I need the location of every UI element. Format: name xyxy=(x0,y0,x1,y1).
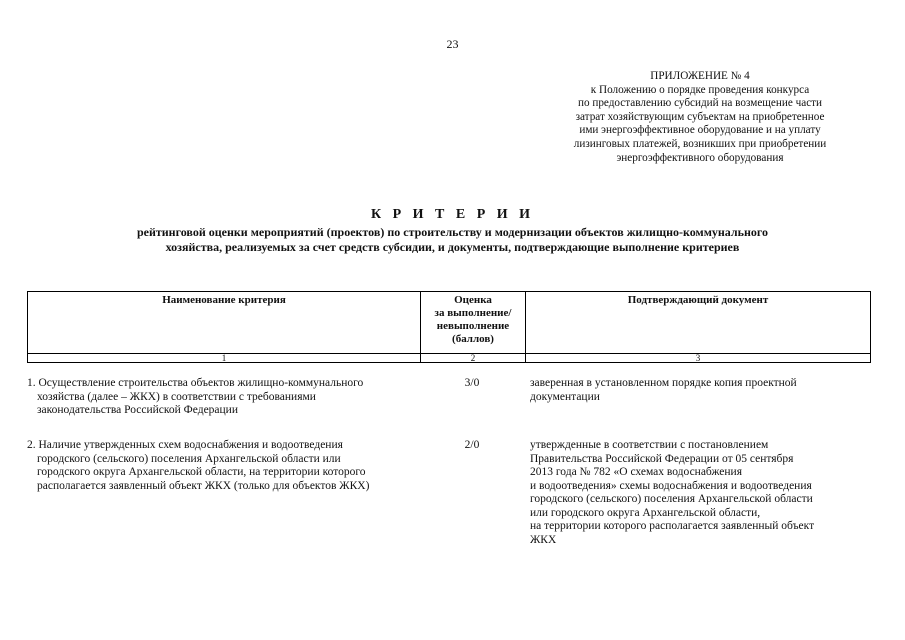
subtitle-line: рейтинговой оценки мероприятий (проектов) по строительству и модернизации объектов жилищно-коммунального xyxy=(136,225,769,239)
header-document: Подтверждающий документ xyxy=(627,294,769,306)
header-score-line: (баллов) xyxy=(452,333,494,345)
document-cell xyxy=(530,377,870,404)
table-header xyxy=(27,291,871,363)
document-line: утвержденные в соответствии с постановлением xyxy=(530,439,769,451)
header-score-line: Оценка xyxy=(454,294,492,306)
document-title: К Р И Т Е Р И И xyxy=(370,207,535,222)
document-line: документации xyxy=(530,390,600,403)
criterion-line: 1. Осуществление строительства объектов жилищно-коммунального xyxy=(27,377,364,389)
document-line: или городского округа Архангельской области, xyxy=(530,506,761,519)
header-score-line: за выполнение/ xyxy=(434,307,512,319)
column-number: 1 xyxy=(221,353,227,363)
column-number: 2 xyxy=(470,353,476,363)
document-line: городского (сельского) поселения Архангельской области xyxy=(530,493,813,505)
score-cell: 2/0 xyxy=(464,439,480,451)
criterion-line: городского округа Архангельской области, на территории которого xyxy=(37,466,366,478)
criterion-cell xyxy=(27,439,427,493)
appendix-line: лизинговых платежей, возникших при приобретении xyxy=(573,137,827,150)
document-subtitle xyxy=(40,225,865,255)
criterion-line: располагается заявленный объект ЖКХ (только для объектов ЖКХ) xyxy=(37,479,370,492)
criterion-line: 2. Наличие утвержденных схем водоснабжения и водоотведения xyxy=(27,439,343,451)
document-line: на территории которого располагается заявленный объект xyxy=(530,520,815,532)
criterion-cell xyxy=(27,377,427,418)
document-cell xyxy=(530,439,870,547)
appendix-line: к Положению о порядке проведения конкурса xyxy=(590,83,810,96)
appendix-block xyxy=(530,70,870,165)
document-line: ЖКХ xyxy=(530,533,557,546)
appendix-line: энергоэффективного оборудования xyxy=(616,151,784,164)
criterion-line: хозяйства (далее – ЖКХ) в соответствии с требованиями xyxy=(37,390,316,403)
appendix-line: ими энергоэффективное оборудование и на уплату xyxy=(579,124,821,137)
document-line: заверенная в установленном порядке копия проектной xyxy=(530,377,797,389)
criterion-line: городского (сельского) поселения Архангельской области или xyxy=(37,452,341,465)
criteria-table xyxy=(27,291,871,546)
column-number: 3 xyxy=(695,353,701,363)
document-line: 2013 года № 782 «О схемах водоснабжения xyxy=(530,466,742,478)
appendix-line: затрат хозяйствующим субъектам на приобретенное xyxy=(575,110,825,123)
score-cell: 3/0 xyxy=(464,377,480,389)
criterion-line: законодательства Российской Федерации xyxy=(37,404,238,416)
header-criterion: Наименование критерия xyxy=(162,294,286,306)
header-score xyxy=(421,294,525,346)
appendix-line: по предоставлению субсидий на возмещение части xyxy=(577,97,823,110)
subtitle-line: хозяйства, реализуемых за счет средств субсидии, и документы, подтверждающие выполнение критериев xyxy=(165,240,740,254)
page-number: 23 xyxy=(446,37,459,51)
document-line: и водоотведения» схемы водоснабжения и водоотведения xyxy=(530,479,812,492)
appendix-title: ПРИЛОЖЕНИЕ № 4 xyxy=(650,70,750,82)
document-line: Правительства Российской Федерации от 05 сентября xyxy=(530,452,794,465)
header-score-line: невыполнение xyxy=(436,320,510,332)
